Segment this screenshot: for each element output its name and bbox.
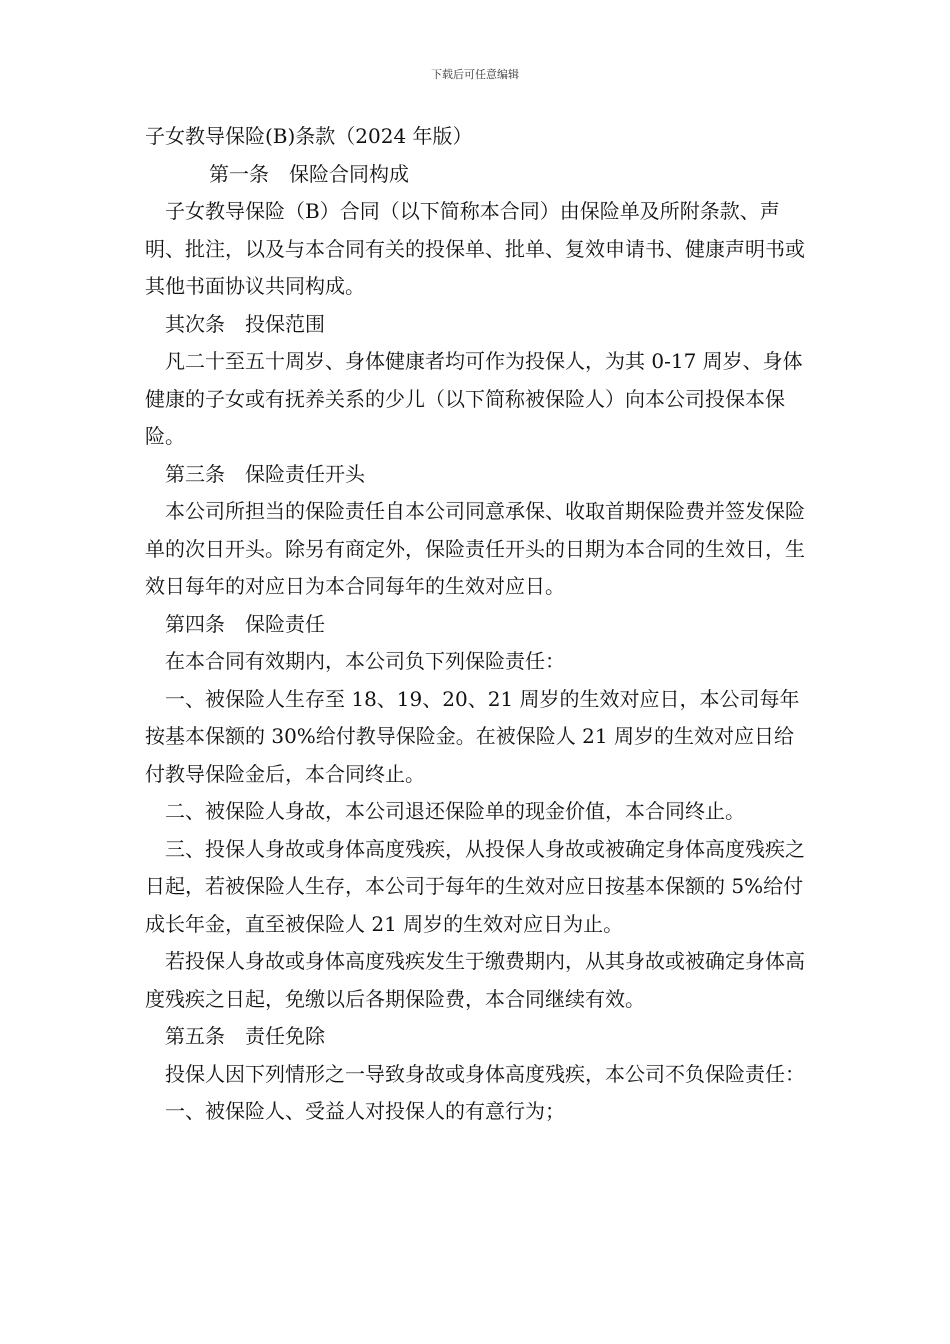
paragraph: 二、被保险人身故，本公司退还保险单的现金价值，本合同终止。 xyxy=(165,799,745,823)
paragraph: 一、被保险人生存至 18、19、20、21 周岁的生效对应日，本公司每年按基本保额的 30%给付教导保险金。在被保险人 21 周岁的生效对应日给付教导保险金后，本合同终止。 xyxy=(145,686,800,786)
section-heading: 第三条 保险责任开头 xyxy=(165,461,365,486)
paragraph: 若投保人身故或身体高度残疾发生于缴费期内，从其身故或被确定身体高度残疾之日起，免缴以后各期保险费，本合同继续有效。 xyxy=(145,949,805,1011)
header-note: 下载后可任意编辑 xyxy=(431,68,519,81)
paragraph: 一、被保险人、受益人对投保人的有意行为； xyxy=(165,1099,565,1123)
paragraph: 在本合同有效期内，本公司负下列保险责任： xyxy=(165,649,565,673)
section-heading: 其次条 投保范围 xyxy=(165,311,325,336)
section-heading: 第一条 保险合同构成 xyxy=(209,161,409,186)
paragraph: 投保人因下列情形之一导致身故或身体高度残疾，本公司不负保险责任： xyxy=(165,1061,805,1086)
paragraph: 子女教导保险（B）合同（以下简称本合同）由保险单及所附条款、声明、批注，以及与本合同有关的投保单、批单、复效申请书、健康声明书或其他书面协议共同构成。 xyxy=(145,199,805,298)
document-body xyxy=(145,118,807,1131)
paragraph: 凡二十至五十周岁、身体健康者均可作为投保人，为其 0-17 周岁、身体健康的子女或有抚养关系的少儿（以下简称被保险人）向本公司投保本保险。 xyxy=(145,349,803,448)
section-heading: 第五条 责任免除 xyxy=(165,1024,325,1048)
section-heading: 第四条 保险责任 xyxy=(165,611,325,636)
paragraph: 三、投保人身故或身体高度残疾，从投保人身故或被确定身体高度残疾之日起，若被保险人生存，本公司于每年的生效对应日按基本保额的 5%给付成长年金，直至被保险人 21 周岁的生效对应日为止。 xyxy=(145,836,805,936)
document-title: 子女教导保险(B)条款（2024 年版） xyxy=(145,124,473,148)
paragraph: 本公司所担当的保险责任自本公司同意承保、收取首期保险费并签发保险单的次日开头。除另有商定外，保险责任开头的日期为本合同的生效日，生效日每年的对应日为本合同每年的生效对应日。 xyxy=(145,499,805,598)
